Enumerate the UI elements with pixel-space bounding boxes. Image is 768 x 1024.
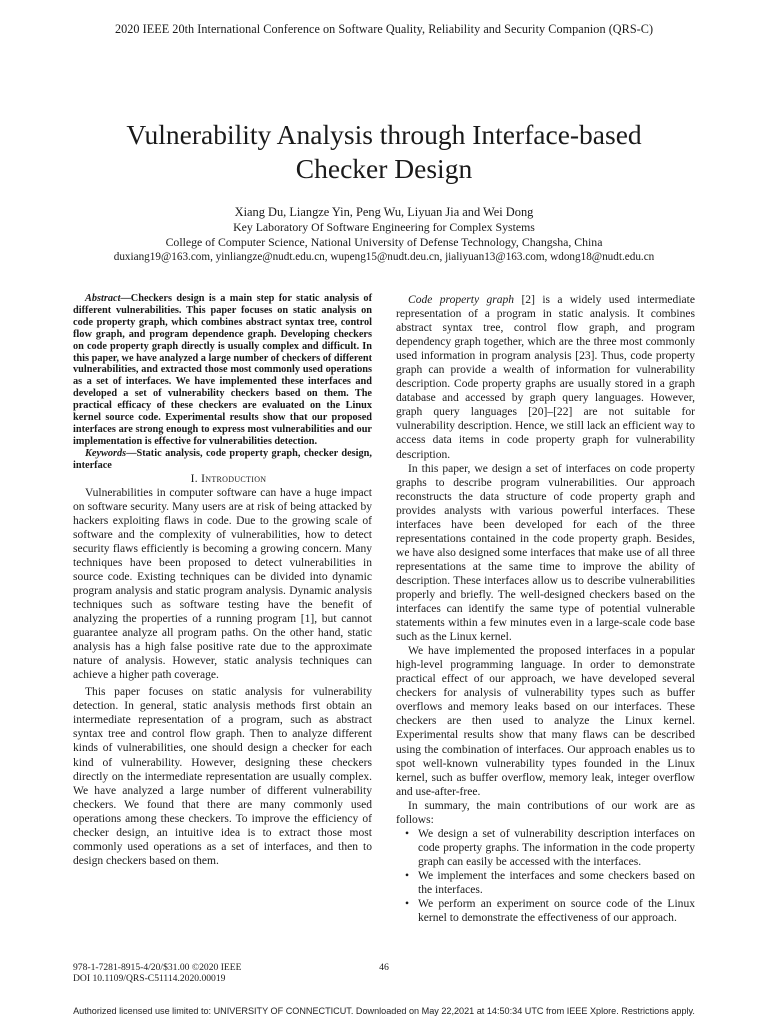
isbn-line: 978-1-7281-8915-4/20/$31.00 ©2020 IEEE: [73, 962, 242, 973]
keywords: [73, 448, 372, 472]
author-names: Xiang Du, Liangze Yin, Peng Wu, Liyuan Jia and Wei Dong: [234, 205, 534, 219]
list-item: • We design a set of vulnerability description interfaces on code property graphs. The information in the code property graph can easily be accessed with the interfaces.: [405, 827, 695, 868]
affiliation-college: College of Computer Science, National University of Defense Technology, Changsha, China: [165, 235, 603, 249]
bullet-icon: •: [405, 898, 410, 911]
cpg-paragraph-text: [2] is a widely used intermediate representation of a program in static analysis. It combines abstract syntax tree, control flow graph, and program dependency graph together, which are the three most commonly used information in program analysis [23]. Thus, code property graph can provide a wealth of information for vulnerability description. Code property graphs are usually stored in a graph database and accessed by graph query languages. However, graph query languages [20]–[22] are not suitable for vulnerability description. Hence, we still lack an efficient way to access data items in code property graph for vulnerability description.: [396, 294, 695, 461]
page-number: 46: [379, 962, 389, 973]
section-number: I.: [190, 472, 198, 485]
conference-header: 2020 IEEE 20th International Conference on Software Quality, Reliability and Security Companion (QRS-C): [114, 22, 654, 36]
section-title: Introduction: [201, 472, 267, 485]
list-item: • We implement the interfaces and some checkers based on the interfaces.: [405, 869, 695, 896]
approach-paragraph: In this paper, we design a set of interfaces on code property graphs to describe program vulnerabilities. Our approach reconstructs the data structure of code property graph and provides analysts with various powerful interfaces. These interfaces have been developed for each of the three representations contained in the code property graph. Besides, we have also designed some interfaces that make use of all three representations at the same time to improve the ability of description. These interfaces allow us to describe vulnerabilities properly and briefly. The well-designed checkers based on the interfaces can identify the same type of potential vulnerable statements within a few minutes even in a large-scale code base such as the Linux kernel.: [396, 462, 695, 644]
paper-title: [40, 118, 728, 186]
cpg-term: Code property graph: [408, 294, 515, 306]
keywords-label: Keywords: [85, 447, 127, 459]
abstract-label: Abstract: [85, 293, 121, 304]
title-line-2: Checker Design: [295, 153, 473, 184]
affiliation-lab: Key Laboratory Of Software Engineering for Complex Systems: [233, 220, 535, 234]
left-column: [73, 293, 372, 871]
section-heading-introduction: [73, 472, 372, 486]
bullet-icon: •: [405, 869, 410, 882]
abstract: [73, 293, 372, 448]
right-column: [396, 293, 695, 925]
list-item: • We perform an experiment on source code of the Linux kernel to demonstrate the effectiveness of our approach.: [405, 898, 695, 925]
cpg-paragraph: [396, 293, 695, 462]
author-emails: duxiang19@163.com, yinliangze@nudt.edu.cn, wupeng15@nudt.deu.cn, jialiyuan13@163.com, wdong18@nudt.edu.cn: [113, 251, 655, 263]
summary-paragraph: In summary, the main contributions of our work are as follows:: [396, 799, 695, 826]
bullet-icon: •: [405, 827, 410, 840]
author-block: [0, 205, 768, 265]
abstract-text: —Checkers design is a main step for static analysis of different vulnerabilities. This paper focuses on static analysis on code property graph, which combines abstract syntax tree, control flow graph, and program dependence graph. Developing checkers on code property graph directly is usually complex and difficult. In this paper, we have analyzed a large number of checkers of different vulnerabilities, and extracted those most commonly used operations as a set of interfaces. We have implemented these interfaces and developed a set of vulnerability checkers based on them. The practical efficacy of these checkers are evaluated on the Linux kernel source code. Experimental results show that our proposed interfaces are strong enough to express most vulnerabilities and our implementation is effective for vulnerabilities detection.: [73, 293, 372, 447]
license-notice: Authorized licensed use limited to: UNIVERSITY OF CONNECTICUT. Downloaded on May 22,2021 at 14:50:34 UTC from IEEE Xplore. Restrictions apply.: [73, 1006, 695, 1016]
intro-paragraph-2: This paper focuses on static analysis for vulnerability detection. In general, static analysis methods first obtain an intermediate representation of a program, such as abstract syntax tree and control flow graph. Then to analyze different kinds of vulnerabilities, one should design a checker for each kind of vulnerability. However, designing these checkers directly on the intermediate representation are usually complex. We have analyzed a large number of different vulnerability checkers. We found that there are many commonly used operations among these checkers. To improve the efficiency of checker design, an intuitive idea is to extract those most commonly used operations as a set of interfaces, and then to design checkers based on them.: [73, 686, 372, 867]
implementation-paragraph: We have implemented the proposed interfaces in a popular high-level programming language. In order to demonstrate practical effect of our approach, we have developed several checkers for analysis of vulnerability types such as buffer overflows and memory leaks based on our interfaces. These checkers are then used to analyze the Linux kernel. Experimental results show that many flaws can be described using the combination of interfaces. Our approach enables us to spot well-known vulnerability types founded in the Linux kernel, such as buffer overflow, memory leak, integer overflow and use-after-free.: [396, 645, 695, 798]
contributions-list: [396, 827, 695, 925]
doi-line: DOI 10.1109/QRS-C51114.2020.00019: [73, 973, 226, 984]
keywords-text: —Static analysis, code property graph, checker design, interface: [73, 447, 372, 471]
title-line-1: Vulnerability Analysis through Interface-based: [126, 119, 642, 150]
intro-paragraph-1: Vulnerabilities in computer software can have a huge impact on software security. Many users are at risk of being attacked by hackers exploiting flaws in code. Due to the growing scale of software and the complexity of vulnerabilities, how to detect security flaws efficiently is becoming a growing concern. Many techniques have been proposed to detect vulnerabilities in source code. Existing techniques can be divided into dynamic program analysis and static program analysis. Dynamic analysis techniques such as software testing have the benefit of analyzing the properties of a running program [1], but cannot guarantee analyze all program paths. On the other hand, static analysis has a high false positive rate due to the approximate nature of analysis. However, static analysis techniques can achieve a higher path coverage.: [73, 486, 372, 682]
